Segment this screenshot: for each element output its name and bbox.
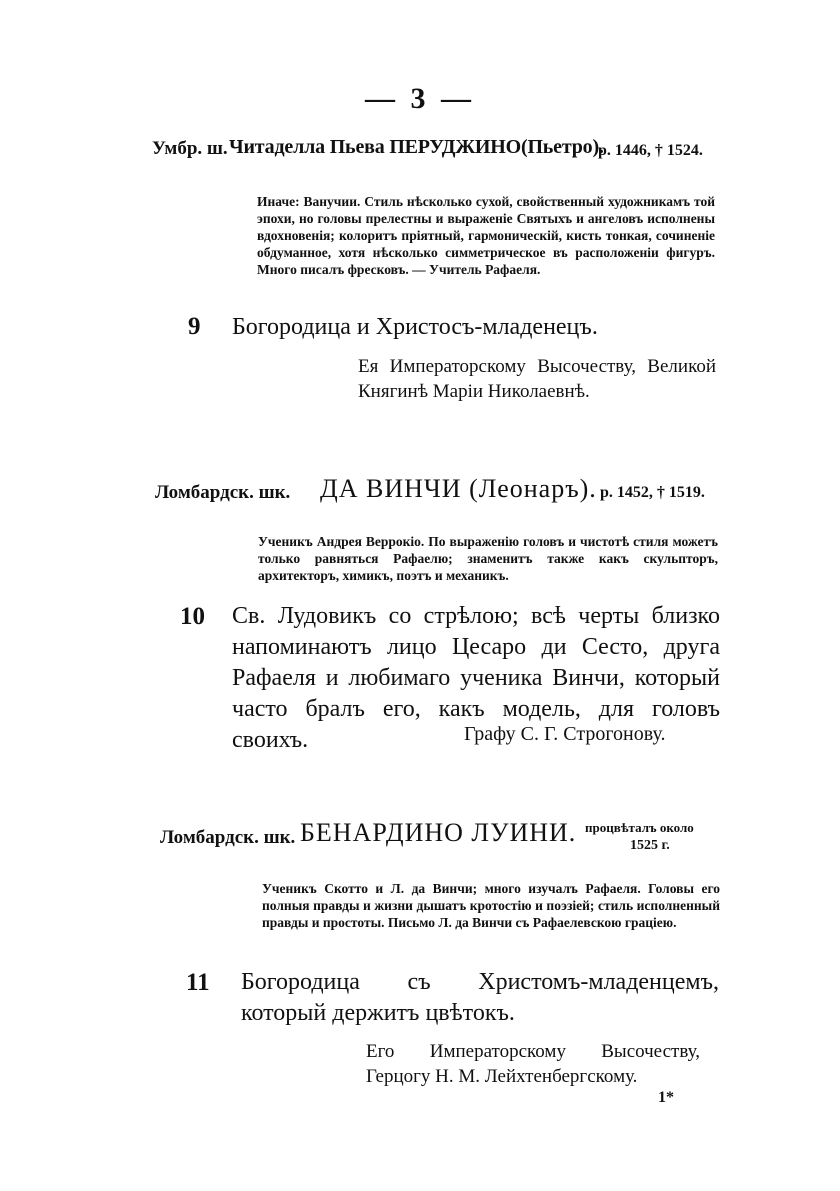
artist-note: Ученикъ Андрея Веррокіо. По выраженію головъ и чистотѣ стиля можетъ только равняться Рафаелю; знаменитъ также какъ скульпторъ, архитекторъ, химикъ, поэтъ и механикъ. xyxy=(258,534,718,583)
artist-name: ДА ВИНЧИ (Леонаръ). xyxy=(320,474,597,503)
catalog-number: 11 xyxy=(186,969,210,996)
painting-title: Богородица съ Христомъ-младенцемъ, который держитъ цвѣтокъ. xyxy=(241,969,719,1026)
painting-title: Св. Лудовикъ со стрѣлою; всѣ черты близко напоминаютъ лицо Цесаро ди Сесто, друга Рафаеля и любимаго ученика Винчи, который часто бралъ его, какъ модель, для головъ своихъ. xyxy=(232,603,720,753)
catalog-number: 9 xyxy=(188,313,201,340)
artist-note: Иначе: Ванучии. Стиль нѣсколько сухой, свойственный художникамъ той эпохи, но головы прелестны и выраженіе Святыхъ и ангеловъ исполнены вдохновенія; колоритъ пріятный, гармоническій, кисть тонкая, сочиненіе обдуманное, хотя нѣсколько симметрическое въ расположеніи фигуръ. Много писалъ фресковъ. — Учитель Рафаеля. xyxy=(257,194,715,277)
artist-name: Читаделла Пьева ПЕРУДЖИНО(Пьетро). xyxy=(229,136,604,158)
painting-owner: Ея Императорскому Высочеству, Великой Княгинѣ Маріи Николаевнѣ. xyxy=(358,356,716,402)
artist-dates-line-2: 1525 г. xyxy=(630,838,670,853)
catalog-number: 10 xyxy=(180,603,205,630)
painting-title: Богородица и Христосъ-младенецъ. xyxy=(232,314,598,340)
page-number: — 3 — xyxy=(365,82,475,115)
artist-name: БЕНАРДИНО ЛУИНИ. xyxy=(300,818,577,847)
school-label: Ломбардск. шк. xyxy=(160,827,296,848)
painting-owner: Его Императорскому Высочеству, Герцогу Н. М. Лейхтенбергскому. xyxy=(366,1041,700,1087)
school-label: Ломбардск. шк. xyxy=(155,482,291,503)
school-label: Умбр. ш. xyxy=(152,138,228,159)
artist-dates: р. 1446, † 1524. xyxy=(598,142,703,159)
signature-mark: 1* xyxy=(658,1089,674,1106)
artist-dates-line-1: процвѣталъ около xyxy=(585,820,694,835)
artist-dates: р. 1452, † 1519. xyxy=(600,484,705,501)
artist-note: Ученикъ Скотто и Л. да Винчи; много изучалъ Рафаеля. Головы его полныя правды и жизни дышатъ кротостію и поэзіей; стиль исполненный правды и простоты. Письмо Л. да Винчи съ Рафаелевскою граціею. xyxy=(262,881,720,930)
painting-owner: Графу С. Г. Строгонову. xyxy=(464,723,666,745)
